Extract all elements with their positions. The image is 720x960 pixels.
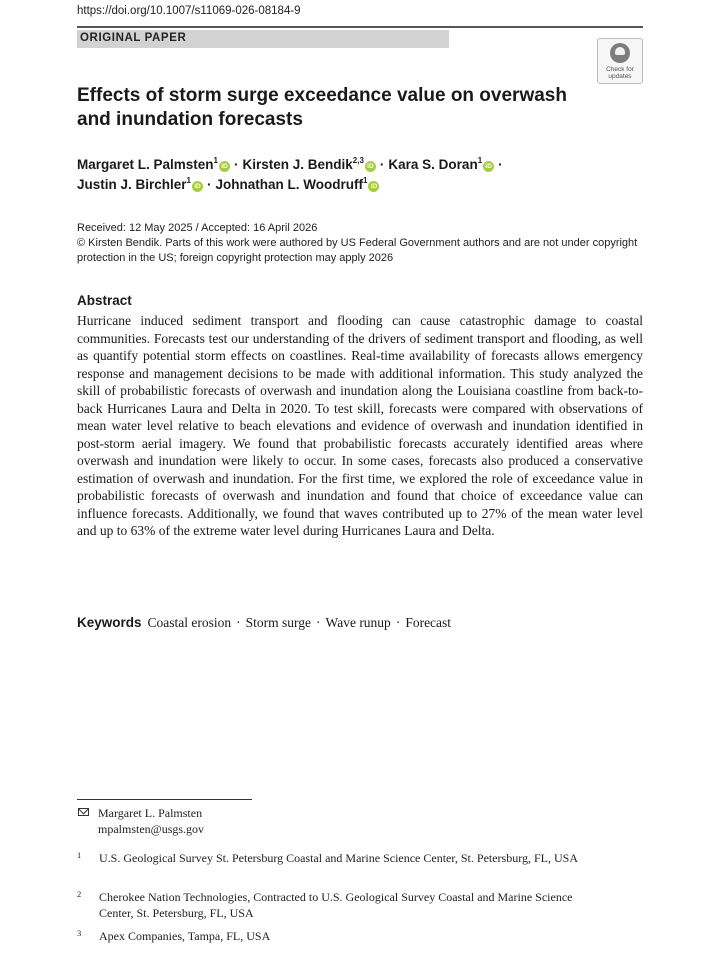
author-separator: · <box>379 157 385 172</box>
author-name[interactable]: Kara S. Doran <box>388 157 478 172</box>
keyword[interactable]: Forecast <box>405 615 452 630</box>
corresponding-author-name: Margaret L. Palmsten <box>98 806 203 820</box>
orcid-icon[interactable]: iD <box>483 161 494 172</box>
paper-type-label: ORIGINAL PAPER <box>80 32 187 44</box>
keyword-separator: · <box>236 615 241 630</box>
affiliation-text: Cherokee Nation Technologies, Contracted to U.S. Geological Survey Coastal and Marine Science Center, St. Petersburg, FL, USA <box>99 890 573 920</box>
doi-link[interactable]: https://doi.org/10.1007/s11069-026-08184-9 <box>77 5 301 17</box>
affiliation-number: 2 <box>77 889 82 899</box>
keywords-label: Keywords <box>77 615 142 630</box>
keyword[interactable]: Storm surge <box>245 615 312 630</box>
author-affiliation-sup: 1 <box>362 176 368 185</box>
abstract-body: Hurricane induced sediment transport and flooding can cause catastrophic damage to coastal communities. Forecasts test our understanding of the drivers of sediment transport and flooding, as well as quantify potential storm effects on coastlines. Real-time availability of forecasts allows emergency response and management decisions to be made with additional information. This study analyzed the skill of probabilistic forecasts of overwash and inundation along the Louisiana coastline from back-to-back Hurricanes Laura and Delta in 2020. To test skill, forecasts were compared with observations of mean water level relative to beach elevations and evidence of overwash and inundation identified in post-storm aerial imagery. We found that probabilistic forecasts accurately identified areas where overwash and inundation were likely to occur. In some cases, forecasts also produced a conservative estimation of overwash and inundation. For the first time, we explored the role of exceedance value in probabilistic forecasts of overwash and inundation and found that choice of exceedance value can influence forecasts. Additionally, we found that waves contributed up to 27% of the mean water level and up to 63% of the extreme water level during Hurricanes Laura and Delta. <box>77 313 643 538</box>
affiliation-number: 3 <box>77 928 82 938</box>
header-rule <box>77 26 643 28</box>
affiliation-text: Apex Companies, Tampa, FL, USA <box>99 929 271 943</box>
check-for-updates-icon <box>610 43 630 63</box>
affiliation-number: 1 <box>77 850 82 860</box>
author-separator: · <box>207 177 212 192</box>
orcid-icon[interactable]: iD <box>365 161 376 172</box>
abstract-heading: Abstract <box>77 293 132 308</box>
author-name[interactable]: Kirsten J. Bendik <box>242 157 353 172</box>
copyright-notice: © Kirsten Bendik. Parts of this work were authored by US Federal Government authors and are not under copyright protection in the US; foreign copyright protection may apply 2026 <box>77 237 638 264</box>
badge-text: Check for updates <box>606 66 634 80</box>
footnote-rule <box>77 799 252 800</box>
author-name[interactable]: Justin J. Birchler <box>77 177 187 192</box>
keyword-separator: · <box>316 615 321 630</box>
author-separator: · <box>234 157 239 172</box>
keyword-separator: · <box>395 615 401 630</box>
author-affiliation-sup: 1 <box>213 156 218 165</box>
author-list <box>77 155 597 195</box>
envelope-icon <box>78 808 89 816</box>
author-name[interactable]: Margaret L. Palmsten <box>77 157 214 172</box>
author-affiliation-sup: 1 <box>186 176 191 185</box>
author-name[interactable]: Johnathan L. Woodruff <box>215 177 363 192</box>
author-separator: · <box>498 157 503 172</box>
affiliation-text: U.S. Geological Survey St. Petersburg Coastal and Marine Science Center, St. Petersburg, FL, USA <box>99 851 579 865</box>
paper-type-bar <box>77 30 449 48</box>
check-for-updates-badge[interactable] <box>597 38 643 84</box>
keyword[interactable]: Wave runup <box>325 615 391 630</box>
article-title: Effects of storm surge exceedance value on overwash and inundation forecasts <box>77 85 567 130</box>
keyword[interactable]: Coastal erosion <box>147 615 232 630</box>
orcid-icon[interactable]: iD <box>368 181 379 192</box>
author-affiliation-sup: 1 <box>477 156 483 165</box>
article-dates <box>77 221 643 266</box>
orcid-icon[interactable]: iD <box>219 161 230 172</box>
received-accepted-dates: Received: 12 May 2025 / Accepted: 16 April 2026 <box>77 222 318 234</box>
keywords-line <box>77 615 643 631</box>
corresponding-author-email[interactable]: mpalmsten@usgs.gov <box>98 822 205 836</box>
orcid-icon[interactable]: iD <box>192 181 203 192</box>
corresponding-author <box>98 805 204 837</box>
author-affiliation-sup: 2,3 <box>352 156 364 165</box>
